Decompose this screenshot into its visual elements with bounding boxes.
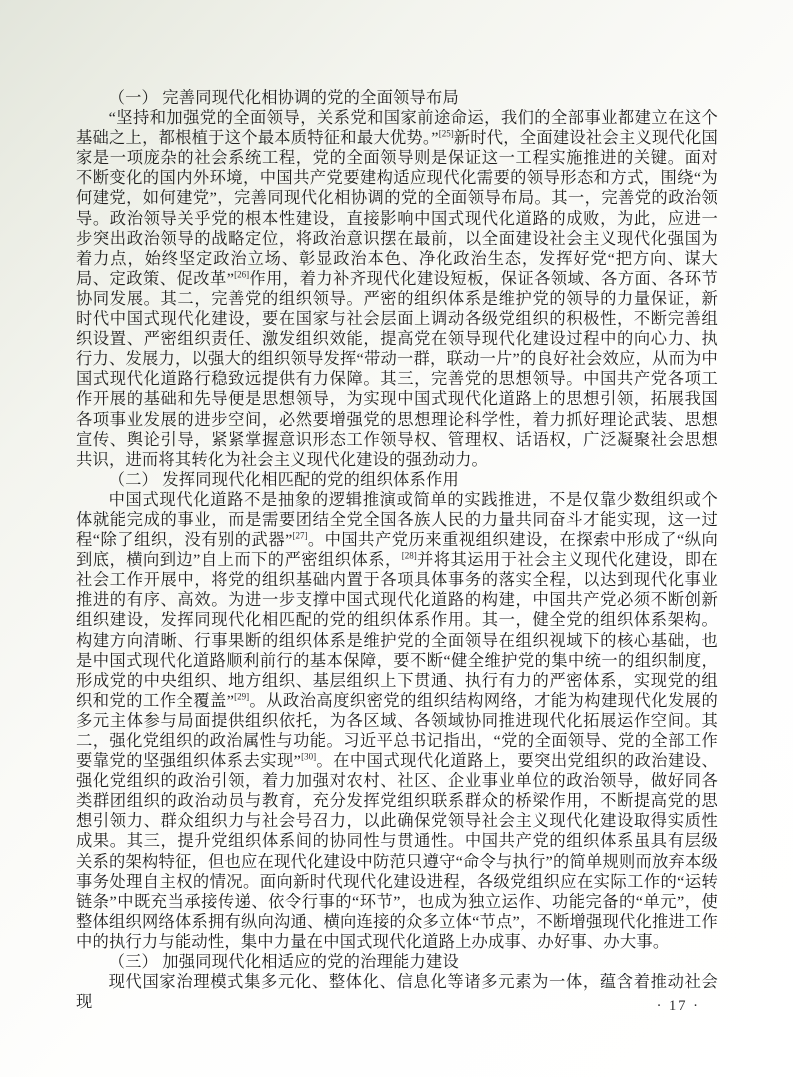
paragraph-text: 。中国共产党历来重视组织建设，在探索中形成了“纵向到底，横向到边”自上而下的严密组织体系， — [76, 530, 718, 570]
article-body — [76, 88, 718, 1012]
paragraph-text: 现代国家治理模式集多元化、整体化、信息化等诸多元素为一体，蕴含着推动社会现 — [76, 972, 718, 1012]
citation-ref: [25] — [438, 128, 454, 139]
citation-ref: [30] — [301, 751, 317, 762]
citation-ref: [28] — [401, 550, 417, 561]
paragraph-text: 作用，着力补齐现代化建设短板，保证各领域、各方面、各环节协同发展。其二，完善党的组织领导。严密的组织体系是维护党的领导的力量保证，新时代中国式现代化建设，要在国家与社会层面上调动各级党组织的积极性，不断完善组织设置、严密组织责任、激发组织效能，提高党在领导现代化建设过程中的向心力、执行力、发展力，以强大的组织领导发挥“带动一群，联动一片”的良好社会效应，从而为中国式现代化道路行稳致远提供有力保障。其三，完善党的思想领导。中国共产党各项工作开展的基础和先导便是思想领导，为实现中国式现代化道路上的思想引领，拓展我国各项事业发展的进步空间，必然要增强党的思想理论科学性，着力抓好理论武装、思想宣传、舆论引导，紧紧掌握意识形态工作领导权、管理权、话语权，广泛凝聚社会思想共识，进而将其转化为社会主义现代化建设的强劲动力。 — [76, 268, 718, 469]
citation-ref: [29] — [234, 691, 250, 702]
paragraph-text: “坚持和加强党的全面领导，关系党和国家前途命运，我们的全部事业都建立在这个基础之上，都根植于这个最本质特征和最大优势。” — [76, 108, 718, 148]
paragraph-text: 新时代，全面建设社会主义现代化国家是一项庞杂的社会系统工程，党的全面领导则是保证这一工程实施推进的关键。面对不断变化的国内外环境，中国共产党要建构适应现代化需要的领导形态和方式，围绕“为何建党，如何建党”，完善同现代化相协调的党的全面领导布局。其一，完善党的政治领导。政治领导关乎党的根本性建设，直接影响中国式现代化道路的成败，为此，应进一步突出政治领导的战略定位，将政治意识摆在最前，以全面建设社会主义现代化强国为着力点，始终坚定政治立场、彰显政治本色、净化政治生态，发挥好党“把方向、谋大局、定政策、促改革” — [76, 128, 719, 288]
paragraph-text: 。从政治高度织密党的组织结构网络，才能为构建现代化发展的多元主体参与局面提供组织依托，为各区域、各领域协同推进现代化拓展运作空间。其二，强化党组织的政治属性与功能。习近平总书记指出，“党的全面领导、党的全部工作要靠党的坚强组织体系去实现” — [76, 690, 718, 771]
section-heading: （一） 完善同现代化相协调的党的全面领导布局 — [108, 88, 459, 107]
paragraph — [76, 108, 718, 470]
paragraph-text: 。在中国式现代化道路上，要突出党组织的政治建设、强化党组织的政治引领，着力加强对农村、社区、企业事业单位的政治领导，做好同各类群团组织的政治动员与教育，充分发挥党组织联系群众的桥梁作用，不断提高党的思想引领力、群众组织力与社会号召力，以此确保党领导社会主义现代化建设取得实质性成果。其三，提升党组织体系间的协同性与贯通性。中国共产党的组织体系虽具有层级关系的架构特征，但也应在现代化建设中防范只遵守“命令与执行”的简单规则而放弃本级事务处理自主权的情况。面向新时代现代化建设进程，各级党组织应在实际工作的“运转链条”中既充当承接传递、依令行事的“环节”，也成为独立运作、功能完备的“单元”，使整体组织网络体系拥有纵向沟通、横向连接的众多立体“节点”，不断增强现代化推进工作中的执行力与能动性，集中力量在中国式现代化道路上办成事、办好事、办大事。 — [76, 751, 719, 951]
paragraph — [76, 490, 718, 952]
paragraph-text: 中国式现代化道路不是抽象的逻辑推演或简单的实践推进，不是仅靠少数组织或个体就能完成的事业，而是需要团结全党全国各族人民的力量共同奋斗才能实现，这一过程“除了组织，没有别的武器” — [76, 489, 718, 550]
paragraph — [76, 972, 718, 1012]
citation-ref: [27] — [292, 530, 308, 541]
paragraph-text: 并将其运用于社会主义现代化建设，即在社会工作开展中，将党的组织基础内置于各项具体事务的落实全程，以达到现代化事业推进的有序、高效。为进一步支撑中国式现代化道路的构建，中国共产党必须不断创新组织建设，发挥同现代化相匹配的党的组织体系作用。其一，健全党的组织体系架构。构建方向清晰、行事果断的组织体系是维护党的全面领导在组织视域下的核心基础，也是中国式现代化道路顺利前行的基本保障，要不断“健全维护党的集中统一的组织制度，形成党的中央组织、地方组织、基层组织上下贯通、执行有力的严密体系，实现党的组织和党的工作全覆盖” — [76, 550, 719, 710]
page-number: · 17 · — [656, 998, 700, 1014]
citation-ref: [26] — [234, 269, 250, 280]
section-heading: （三） 加强同现代化相适应的党的治理能力建设 — [108, 952, 459, 972]
section-heading: （二） 发挥同现代化相匹配的党的组织体系作用 — [108, 469, 459, 489]
